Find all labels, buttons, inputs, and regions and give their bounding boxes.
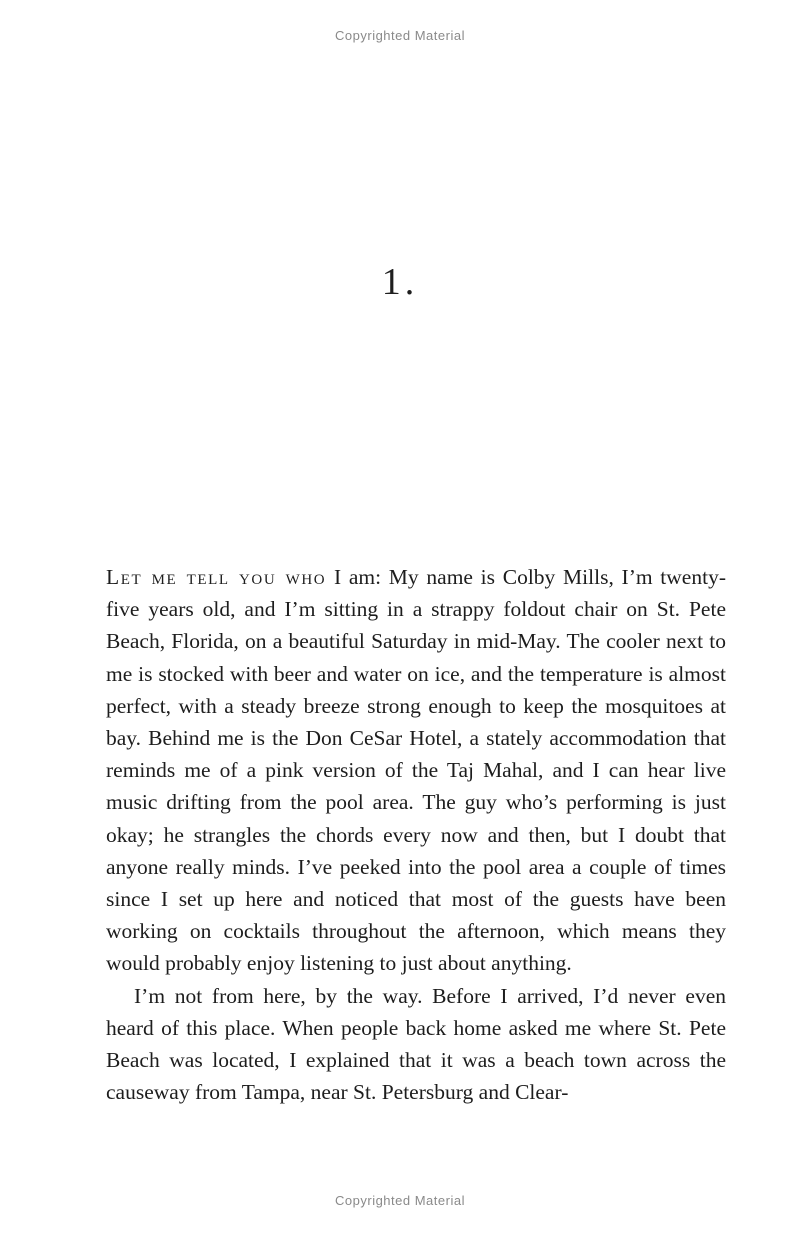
copyright-notice-bottom: Copyrighted Material bbox=[335, 1193, 465, 1208]
paragraph-1-text: I am: My name is Colby Mills, I’m twenty-five years old, and I’m sitting in a strappy foldout chair on St. Pete Beach, Florida, on a beautiful Saturday in mid-May. The cooler next to me is stocked with beer and water on ice, and the temperature is almost perfect, with a steady breeze strong enough to keep the mosquitoes at bay. Behind me is the Don CeSar Hotel, a stately accommodation that reminds me of a pink version of the Taj Mahal, and I can hear live music drifting from the pool area. The guy who’s performing is just okay; he strangles the chords every now and then, but I doubt that anyone really minds. I’ve peeked into the pool area a couple of times since I set up here and noticed that most of the guests have been working on cocktails throughout the afternoon, which means they would probably enjoy listening to just about anything. bbox=[106, 565, 726, 976]
body-text bbox=[106, 561, 726, 1108]
paragraph-2: I’m not from here, by the way. Before I arrived, I’d never even heard of this place. When people back home asked me where St. Pete Beach was located, I explained that it was a beach town across the causeway from Tampa, near St. Petersburg and Clear- bbox=[106, 983, 726, 1105]
paragraph-1 bbox=[106, 561, 726, 980]
opening-phrase-smallcaps: Let me tell you who bbox=[106, 565, 327, 589]
copyright-notice-top: Copyrighted Material bbox=[335, 28, 465, 43]
chapter-number: 1. bbox=[381, 261, 419, 303]
